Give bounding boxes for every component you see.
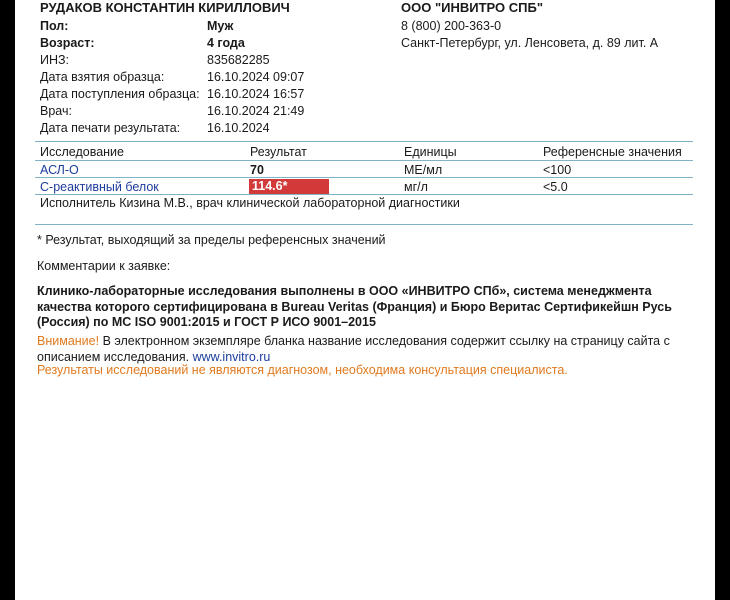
- field-doctor-value: 16.10.2024 21:49: [207, 104, 305, 118]
- warning-label: Внимание!: [37, 334, 100, 348]
- table-bottom-divider: [35, 224, 693, 225]
- table-top-divider: [35, 141, 693, 142]
- header-divider: [35, 160, 693, 161]
- row-aslo-reference: <100: [543, 163, 572, 177]
- patient-name: РУДАКОВ КОНСТАНТИН КИРИЛЛОВИЧ: [40, 0, 290, 15]
- invitro-link[interactable]: www.invitro.ru: [192, 349, 271, 364]
- field-inz-label: ИНЗ:: [40, 53, 70, 67]
- lab-phone: 8 (800) 200-363-0: [401, 19, 502, 33]
- disclaimer: Результаты исследований не являются диагнозом, необходима консультация специалиста.: [37, 363, 568, 377]
- field-print-date-label: Дата печати результата:: [40, 121, 181, 135]
- footnote: * Результат, выходящий за пределы референсных значений: [37, 233, 386, 247]
- field-receipt-date-value: 16.10.2024 16:57: [207, 87, 305, 101]
- column-header-test: Исследование: [40, 145, 124, 159]
- field-sample-date-label: Дата взятия образца:: [40, 70, 165, 84]
- column-header-units: Единицы: [404, 145, 457, 159]
- lab-name: ООО "ИНВИТРО СПБ": [401, 0, 543, 15]
- row-divider: [35, 177, 693, 178]
- comments-label: Комментарии к заявке:: [37, 259, 171, 273]
- field-sex-value: Муж: [207, 19, 234, 33]
- row-aslo-test[interactable]: АСЛ-О: [40, 163, 79, 177]
- field-receipt-date-label: Дата поступления образца:: [40, 87, 200, 101]
- column-header-reference: Референсные значения: [543, 145, 682, 159]
- certification-text: Клинико-лабораторные исследования выполнены в ООО «ИНВИТРО СПб», система менеджмента качества которого сертифицирована в Bureau Veritas (Франция) и Бюро Веритас Сертификейшн Русь (Россия) по МС ISO 9001:2015 и ГОСТ Р ИСО 9001–2015: [37, 284, 672, 329]
- electronic-copy-notice: [37, 334, 697, 365]
- row-aslo-units: МЕ/мл: [404, 163, 443, 177]
- report-sheet: [15, 0, 715, 600]
- column-header-result: Результат: [250, 145, 307, 159]
- field-age-value: 4 года: [207, 36, 245, 50]
- field-inz-value: 835682285: [207, 53, 270, 67]
- notice-text: В электронном экземпляре бланка название исследования содержит ссылку на страницу сайта с описанием исследования.: [37, 334, 670, 364]
- row-crp-test[interactable]: С-реактивный белок: [40, 180, 159, 194]
- row-aslo-result: 70: [250, 163, 264, 177]
- lab-address: Санкт-Петербург, ул. Ленсовета, д. 89 лит. А: [401, 36, 659, 50]
- field-age-label: Возраст:: [40, 36, 95, 50]
- field-doctor-label: Врач:: [40, 104, 72, 118]
- row-crp-reference: <5.0: [543, 180, 568, 194]
- field-sex-label: Пол:: [40, 19, 69, 33]
- executor-line: Исполнитель Кизина М.В., врач клинической лабораторной диагностики: [40, 196, 460, 210]
- row-crp-units: мг/л: [404, 180, 428, 194]
- row-crp-result-flagged: 114.6*: [249, 179, 329, 194]
- field-sample-date-value: 16.10.2024 09:07: [207, 70, 305, 84]
- field-print-date-value: 16.10.2024: [207, 121, 270, 135]
